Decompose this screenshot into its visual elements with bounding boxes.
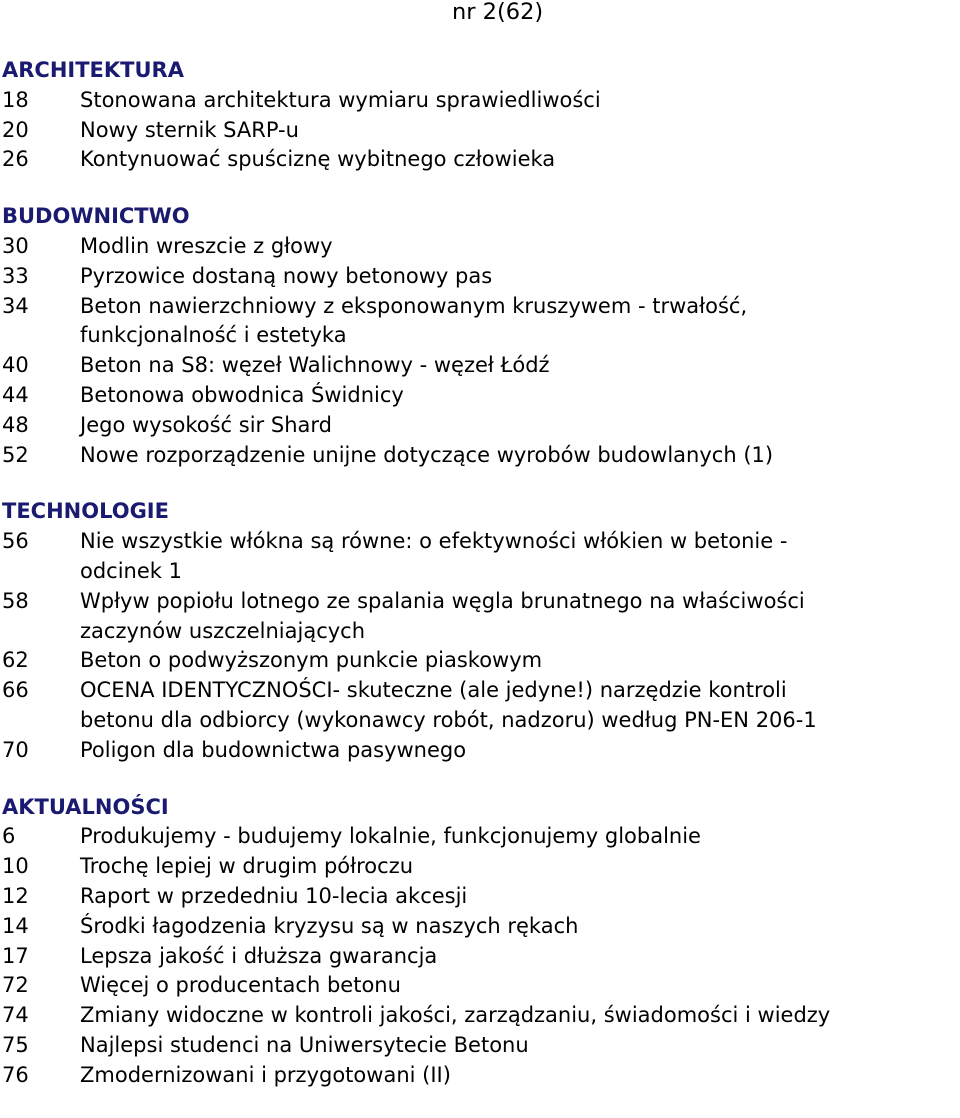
page-number: 40 bbox=[2, 353, 29, 378]
page-number: 30 bbox=[2, 233, 29, 258]
article-title: Jego wysokość sir Shard bbox=[80, 412, 332, 437]
toc-entry bbox=[2, 587, 960, 617]
article-title: odcinek 1 bbox=[80, 558, 182, 583]
issue-number: nr 2(62) bbox=[452, 0, 544, 25]
article-title: Beton nawierzchniowy z eksponowanym kruszywem - trwałość, bbox=[80, 293, 748, 318]
article-title: Zmodernizowani i przygotowani (II) bbox=[80, 1062, 451, 1087]
page-number: 58 bbox=[2, 588, 29, 613]
article-title: Beton o podwyższonym punkcie piaskowym bbox=[80, 648, 543, 673]
toc-entry bbox=[2, 232, 960, 262]
toc-entry bbox=[2, 116, 960, 146]
toc-entry bbox=[2, 86, 960, 116]
page-number: 33 bbox=[2, 263, 29, 288]
article-title: Beton na S8: węzeł Walichnowy - węzeł Łódź bbox=[80, 353, 550, 378]
article-title: Poligon dla budownictwa pasywnego bbox=[80, 737, 467, 762]
article-title: Nowe rozporządzenie unijne dotyczące wyrobów budowlanych (1) bbox=[80, 442, 774, 467]
page-number: 72 bbox=[2, 973, 29, 998]
page-number: 12 bbox=[2, 883, 29, 908]
page-number: 14 bbox=[2, 913, 29, 938]
toc-entry bbox=[2, 646, 960, 676]
toc-entry bbox=[2, 822, 960, 852]
article-title: Nowy sternik SARP-u bbox=[80, 117, 299, 142]
page-number: 44 bbox=[2, 382, 29, 407]
toc-entry bbox=[2, 1001, 960, 1031]
toc-entry bbox=[2, 145, 960, 175]
toc-section bbox=[2, 497, 960, 765]
table-of-contents bbox=[2, 56, 960, 1118]
toc-entry bbox=[2, 852, 960, 882]
page-number: 26 bbox=[2, 147, 29, 172]
toc-entry-continuation bbox=[2, 557, 960, 587]
toc-section bbox=[2, 202, 960, 470]
section-heading: TECHNOLOGIE bbox=[2, 499, 169, 524]
article-title: OCENA IDENTYCZNOŚCI- skuteczne (ale jedyne!) narzędzie kontroli bbox=[80, 678, 787, 703]
section-heading: AKTUALNOŚCI bbox=[2, 794, 169, 819]
page-number: 56 bbox=[2, 529, 29, 554]
toc-section bbox=[2, 793, 960, 1091]
article-title: Najlepsi studenci na Uniwersytecie Betonu bbox=[80, 1032, 529, 1057]
article-title: betonu dla odbiorcy (wykonawcy robót, nadzoru) według PN-EN 206-1 bbox=[80, 707, 817, 732]
article-title: Trochę lepiej w drugim półroczu bbox=[80, 854, 414, 879]
toc-entry-continuation bbox=[2, 617, 960, 647]
article-title: Modlin wreszcie z głowy bbox=[80, 233, 333, 258]
article-title: Więcej o producentach betonu bbox=[80, 973, 401, 998]
page-number bbox=[2, 706, 80, 736]
toc-entry bbox=[2, 676, 960, 706]
toc-entry bbox=[2, 411, 960, 441]
article-title: Środki łagodzenia kryzysu są w naszych rękach bbox=[80, 913, 579, 938]
page-number: 6 bbox=[2, 824, 16, 849]
page-number: 10 bbox=[2, 854, 29, 879]
section-heading: BUDOWNICTWO bbox=[2, 204, 190, 229]
page-number: 74 bbox=[2, 1003, 29, 1028]
article-title: Zmiany widoczne w kontroli jakości, zarządzaniu, świadomości i wiedzy bbox=[80, 1003, 831, 1028]
toc-entry bbox=[2, 292, 960, 322]
page-number: 75 bbox=[2, 1032, 29, 1057]
page-number: 17 bbox=[2, 943, 29, 968]
page-number: 34 bbox=[2, 293, 29, 318]
article-title: funkcjonalność i estetyka bbox=[80, 323, 347, 348]
article-title: Produkujemy - budujemy lokalnie, funkcjonujemy globalnie bbox=[80, 824, 701, 849]
article-title: Stonowana architektura wymiaru sprawiedliwości bbox=[80, 87, 601, 112]
toc-entry bbox=[2, 527, 960, 557]
toc-entry bbox=[2, 381, 960, 411]
toc-entry bbox=[2, 441, 960, 471]
page-number bbox=[2, 321, 80, 351]
toc-entry bbox=[2, 351, 960, 381]
toc-entry bbox=[2, 912, 960, 942]
toc-entry bbox=[2, 736, 960, 766]
page-number: 70 bbox=[2, 737, 29, 762]
page-number: 48 bbox=[2, 412, 29, 437]
article-title: Lepsza jakość i dłuższa gwarancja bbox=[80, 943, 438, 968]
article-title: zaczynów uszczelniających bbox=[80, 618, 366, 643]
toc-entry bbox=[2, 1031, 960, 1061]
toc-entry bbox=[2, 1061, 960, 1091]
page-number: 66 bbox=[2, 678, 29, 703]
toc-entry-continuation bbox=[2, 706, 960, 736]
article-title: Raport w przededniu 10-lecia akcesji bbox=[80, 883, 468, 908]
page-number: 18 bbox=[2, 87, 29, 112]
page-number: 76 bbox=[2, 1062, 29, 1087]
page-number bbox=[2, 617, 80, 647]
article-title: Pyrzowice dostaną nowy betonowy pas bbox=[80, 263, 493, 288]
page-number: 20 bbox=[2, 117, 29, 142]
article-title: Wpływ popiołu lotnego ze spalania węgla brunatnego na właściwości bbox=[80, 588, 805, 613]
article-title: Betonowa obwodnica Świdnicy bbox=[80, 382, 404, 407]
toc-entry bbox=[2, 971, 960, 1001]
toc-section bbox=[2, 56, 960, 175]
article-title: Kontynuować spuściznę wybitnego człowieka bbox=[80, 147, 556, 172]
page-number: 62 bbox=[2, 648, 29, 673]
section-heading: ARCHITEKTURA bbox=[2, 58, 184, 82]
toc-entry-continuation bbox=[2, 321, 960, 351]
article-title: Nie wszystkie włókna są równe: o efektywności włókien w betonie - bbox=[80, 529, 788, 554]
toc-entry bbox=[2, 882, 960, 912]
toc-entry bbox=[2, 942, 960, 972]
page-number bbox=[2, 557, 80, 587]
toc-entry bbox=[2, 262, 960, 292]
page-number: 52 bbox=[2, 442, 29, 467]
